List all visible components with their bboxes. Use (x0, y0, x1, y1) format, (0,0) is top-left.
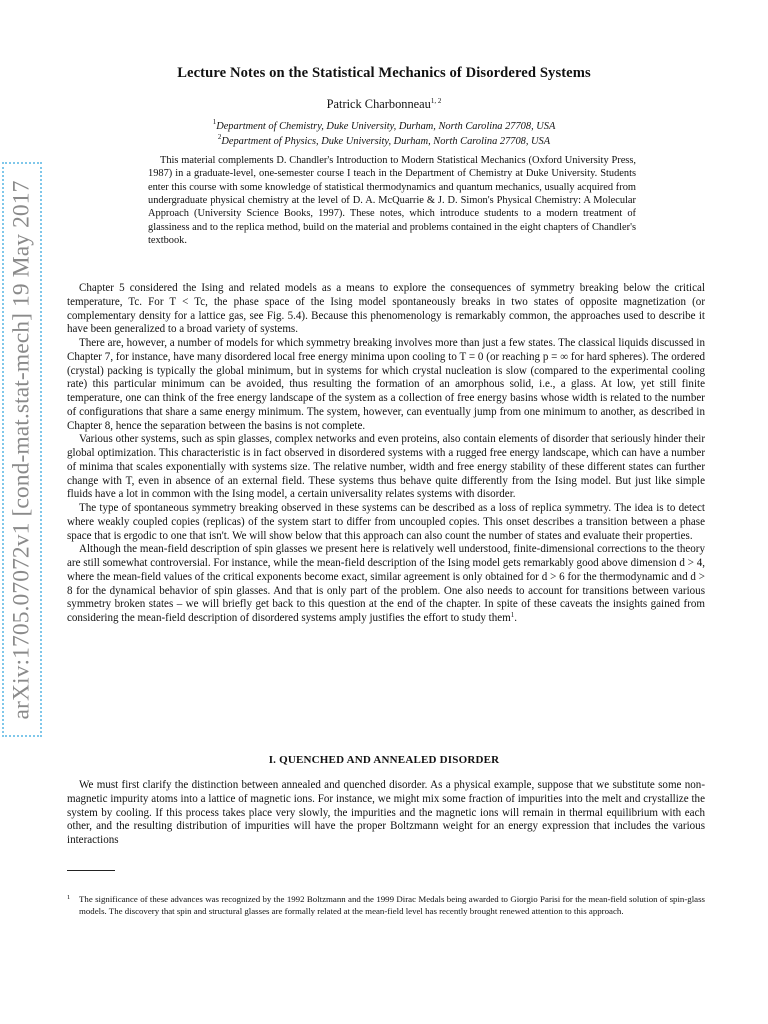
arxiv-identifier-stamp (2, 162, 42, 737)
paper-title: Lecture Notes on the Statistical Mechanics of Disordered Systems (177, 65, 591, 81)
author-name: Patrick Charbonneau (326, 97, 431, 111)
arxiv-identifier-text: arXiv:1705.07072v1 [cond-mat.stat-mech] 19 May 2017 (8, 180, 35, 719)
affiliation-1-mark: 1 (212, 118, 217, 126)
paragraph-3: Various other systems, such as spin glasses, complex networks and even proteins, also contain elements of disorder that seriously hinder their global optimization. This characteristic is in fact observed in disordered systems with a rugged free energy landscape, which can have a number of minima that scales exponentially with systems size. The relative number, width and free energy stability of these different states can further change with T, even in absence of an external field. These systems thus behave quite differently from the Ising model. But just like simple fluids have a lot in common with the Ising model, a certain universality relates systems with disorder. (67, 433, 705, 501)
paragraph-6: We must first clarify the distinction between annealed and quenched disorder. As a physical example, suppose that we substitute some non-magnetic impurity atoms into a lattice of magnetic ions. For instance, we might mix some fraction of impurities into the melt and crystallize the system by cooling. If this process takes place very slowly, the impurities and the magnetic ions will remain in thermal equilibrium with each other, and the resulting distribution of impurities will have the proper Boltzmann weight for an energy expression that includes the various interactions (67, 779, 705, 846)
paragraph-5: Although the mean-field description of spin glasses we present here is relatively well understood, finite-dimensional corrections to the theory are still somewhat controversial. For instance, while the mean-field description of the Ising model gets remarkably good above dimension d > 4, where the mean-field values of the critical exponents become exact, similar agreement is only obtained for d > 6 for the thermodynamic and d > 8 for the dynamical behavior of spin glasses. And that is only part of the problem. One also needs to account for transitions between various symmetry broken states – we will briefly get back to this question at the end of the chapter. In spite of these caveats the insights gained from considering the mean-field description of disordered systems amply justifies the effort to study them$^1$. (67, 543, 705, 624)
paragraph-5-text: Although the mean-field description of spin glasses we present here is relatively well understood, finite-dimensional corrections to the theory are still somewhat controversial. For instance, while the mean-field description of the Ising model gets remarkably good above dimension d > 4, where the mean-field values of the critical exponents become exact, similar agreement is only obtained for d > 6 for the thermodynamic and d > 8 for the dynamical behavior of spin glasses. And that is only part of the problem. One also needs to account for transitions between various symmetry broken states – we will briefly get back to this question at the end of the chapter. In spite of these caveats the insights gained from considering the mean-field description of disordered systems amply justifies the effort to study them (67, 543, 705, 624)
section-heading: I. QUENCHED AND ANNEALED DISORDER (268, 754, 500, 766)
author-affil-marks: 1, 2 (430, 97, 442, 105)
affiliation-2-text: Department of Physics, Duke University, Durham, North Carolina 27708, USA (221, 136, 551, 147)
paragraph-1: Chapter 5 considered the Ising and related models as a means to explore the consequences of symmetry breaking below the critical temperature, Tc. For T < Tc, the phase space of the Ising model spontaneously breaks in two states of opposite magnetization (or complementary density for a lattice gas, see Fig. 5.4). Because this phenomenology is remarkably common, the approaches used to describe it have been generalized to a broad variety of systems. (67, 282, 705, 336)
affiliation-1-text: Department of Chemistry, Duke University, Durham, North Carolina 27708, USA (216, 121, 556, 132)
abstract-text: This material complements D. Chandler's Introduction to Modern Statistical Mechanics (Oxford University Press, 1987) in a graduate-level, one-semester course I teach in the Department of Chemistry at Duke University. Students enter this course with some knowledge of statistical thermodynamics and quantum mechanics, usually acquired from undergraduate physical chemistry at the level of D. A. McQuarrie & J. D. Simon's Physical Chemistry: A Molecular Approach (University Science Books, 1997). These notes, which introduce students to a modern treatment of glassiness and to the replica method, build on the material and problems contained in the eight chapters of Chandler's textbook. (148, 155, 636, 247)
author-line (0, 97, 768, 112)
affiliation-2 (0, 133, 768, 147)
footnote-1-text: The significance of these advances was recognized by the 1992 Boltzmann and the 1999 Dirac Medals being awarded to Giorgio Parisi for the mean-field solution of spin-glass models. The discovery that spin and structural glasses are formally related at the mean-field level has recently brought renewed attention to this approach. (79, 894, 705, 916)
affiliation-1 (0, 118, 768, 132)
affiliation-2-mark: 2 (217, 133, 222, 141)
footnote-1-mark: 1 (67, 894, 71, 901)
main-body (67, 282, 705, 626)
footnote-1 (67, 894, 705, 918)
footnote-divider (67, 870, 115, 871)
paragraph-4: The type of spontaneous symmetry breaking observed in these systems can be described as a loss of replica symmetry. The idea is to detect where weakly coupled copies (replicas) of the system start to differ from uncoupled copies. This onset describes a transition between a phase space that is ergodic to one that isn't. We will show below that this approach can also count the number of states and evaluate their properties. (67, 502, 705, 542)
footnote-ref-1[interactable]: 1 (510, 611, 515, 619)
paragraph-2: There are, however, a number of models for which symmetry breaking involves more than just a few states. The classical liquids discussed in Chapter 7, for instance, have many disordered local free energy minima upon cooling to T = 0 (or reaching p = ∞ for hard spheres). The ordered (crystal) packing is typically the global minimum, but in systems for which crystal nucleation is slow (compared to the experimental cooling rate) this particular minimum can be avoided, thus resulting the formation of an amorphous solid, i.e., a glass. At low, yet still finite temperature, one can think of the free energy landscape of the system as a collection of free energy basins whose width is related to the number of configurations that share a same energy minimum. The system, however, can eventually jump from one minimum to another, as described in Chapter 8, hence the separation between the basins is not complete. (67, 337, 705, 432)
abstract (148, 154, 636, 247)
section-1-body (67, 779, 705, 848)
